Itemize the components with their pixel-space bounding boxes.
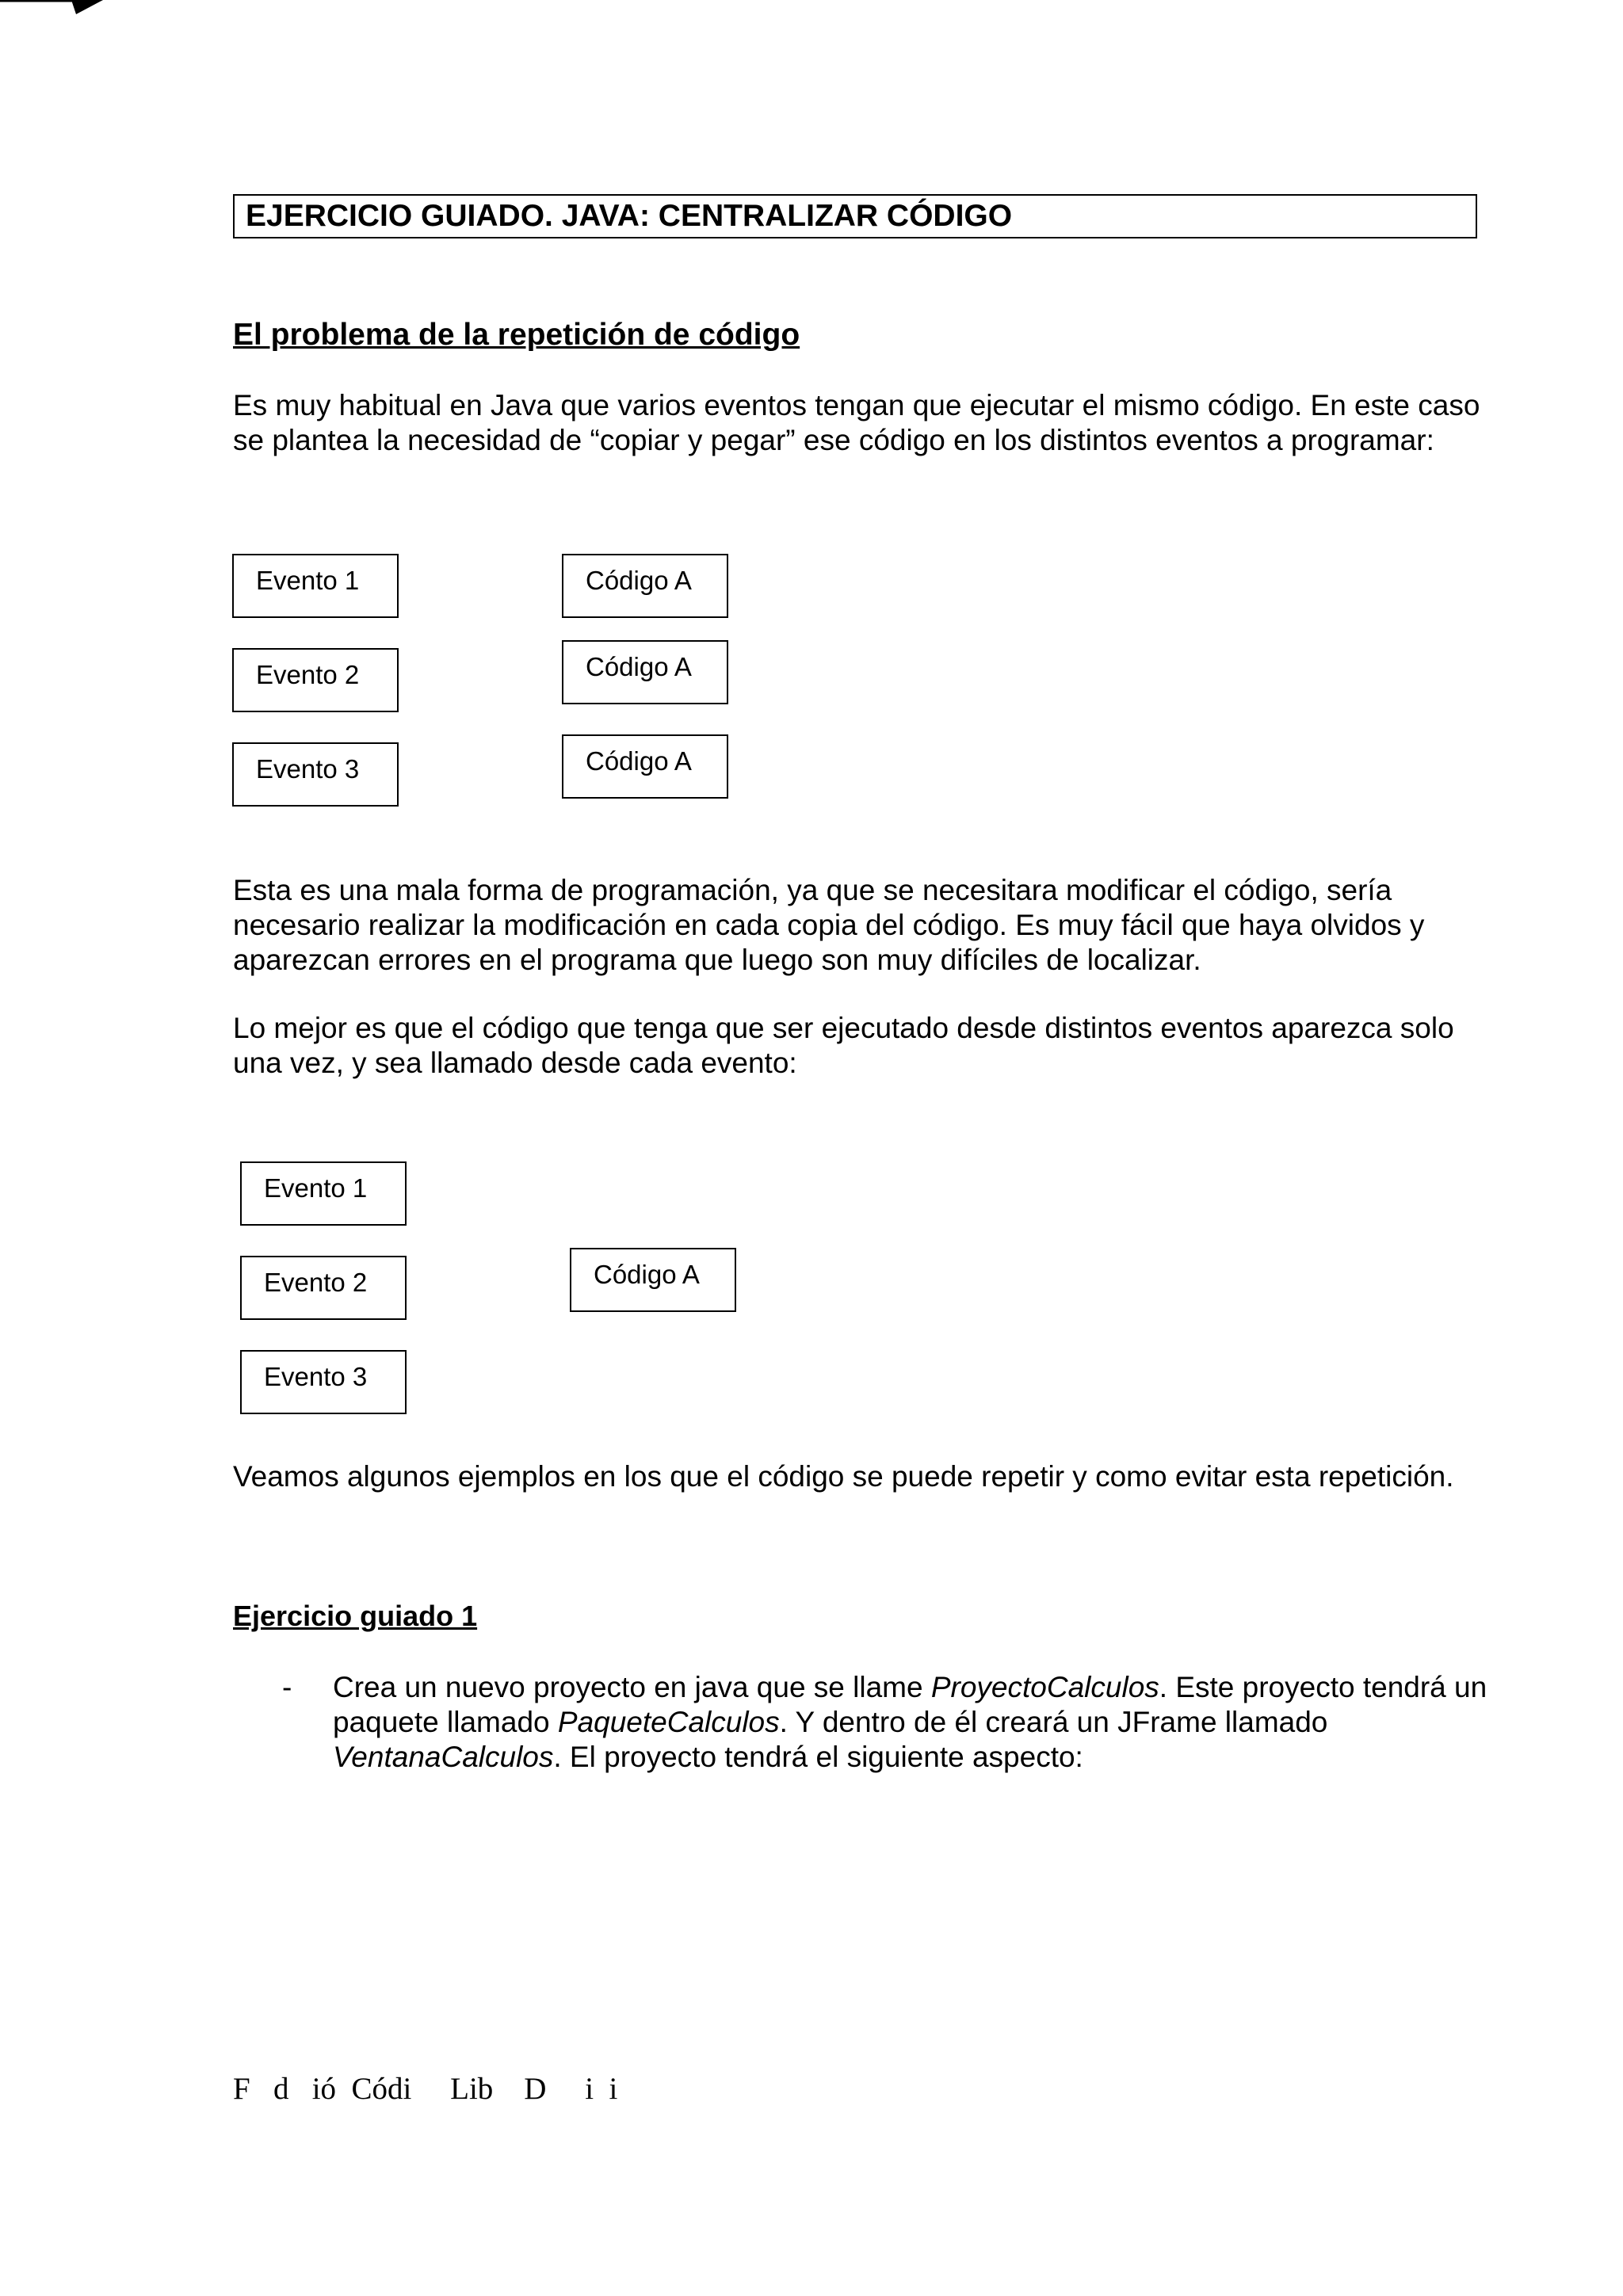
diagram1-code-box: Código A (562, 640, 728, 704)
diagram1-event-box: Evento 2 (232, 648, 399, 712)
bullet-text-part: . Y dentro de él creará un JFrame llamado (779, 1706, 1328, 1738)
best-practice-paragraph: Lo mejor es que el código que tenga que ser ejecutado desde distintos eventos aparezca solo una vez, y sea llamado desde cada evento: (233, 1012, 1454, 1079)
section-heading: El problema de la repetición de código (233, 318, 800, 352)
exercise-bullet-item (333, 1670, 1490, 1775)
diagram2-event-box: Evento 3 (240, 1350, 407, 1414)
bullet-text-part: . El proyecto tendrá el siguiente aspecto: (553, 1741, 1083, 1773)
bad-practice-paragraph: Esta es una mala forma de programación, ya que se necesitara modificar el código, sería necesario realizar la modificación en cada copia del código. Es muy fácil que haya olvidos y aparezcan errores en el programa que luego son muy difíciles de localizar. (233, 874, 1425, 976)
bullet-text-part: Crea un nuevo proyecto en java que se llame (333, 1671, 931, 1703)
examples-paragraph: Veamos algunos ejemplos en los que el código se puede repetir y como evitar esta repetición. (233, 1460, 1454, 1493)
intro-paragraph: Es muy habitual en Java que varios eventos tengan que ejecutar el mismo código. En este caso se plantea la necesidad de “copiar y pegar” ese código en los distintos eventos a programar: (233, 389, 1480, 456)
diagram1-code-box: Código A (562, 554, 728, 618)
page-footer: F d ió Códi Lib D i i (233, 2072, 618, 2106)
corner-arrow-icon (0, 0, 103, 17)
document-title: EJERCICIO GUIADO. JAVA: CENTRALIZAR CÓDIGO (233, 194, 1477, 238)
project-name: ProyectoCalculos (930, 1671, 1159, 1703)
diagram1-code-box: Código A (562, 734, 728, 799)
diagram2-code-box: Código A (570, 1248, 736, 1312)
bullet-text-part: . Este proyecto tendrá un paquete llamado (333, 1671, 1487, 1738)
exercise-heading: Ejercicio guiado 1 (233, 1600, 478, 1632)
diagram1-event-box: Evento 1 (232, 554, 399, 618)
diagram2-event-box: Evento 1 (240, 1161, 407, 1226)
frame-name: VentanaCalculos (333, 1741, 554, 1773)
diagram2-event-box: Evento 2 (240, 1256, 407, 1320)
bullet-marker: - (282, 1671, 292, 1703)
diagram1-event-box: Evento 3 (232, 742, 399, 807)
package-name: PaqueteCalculos (557, 1706, 780, 1738)
